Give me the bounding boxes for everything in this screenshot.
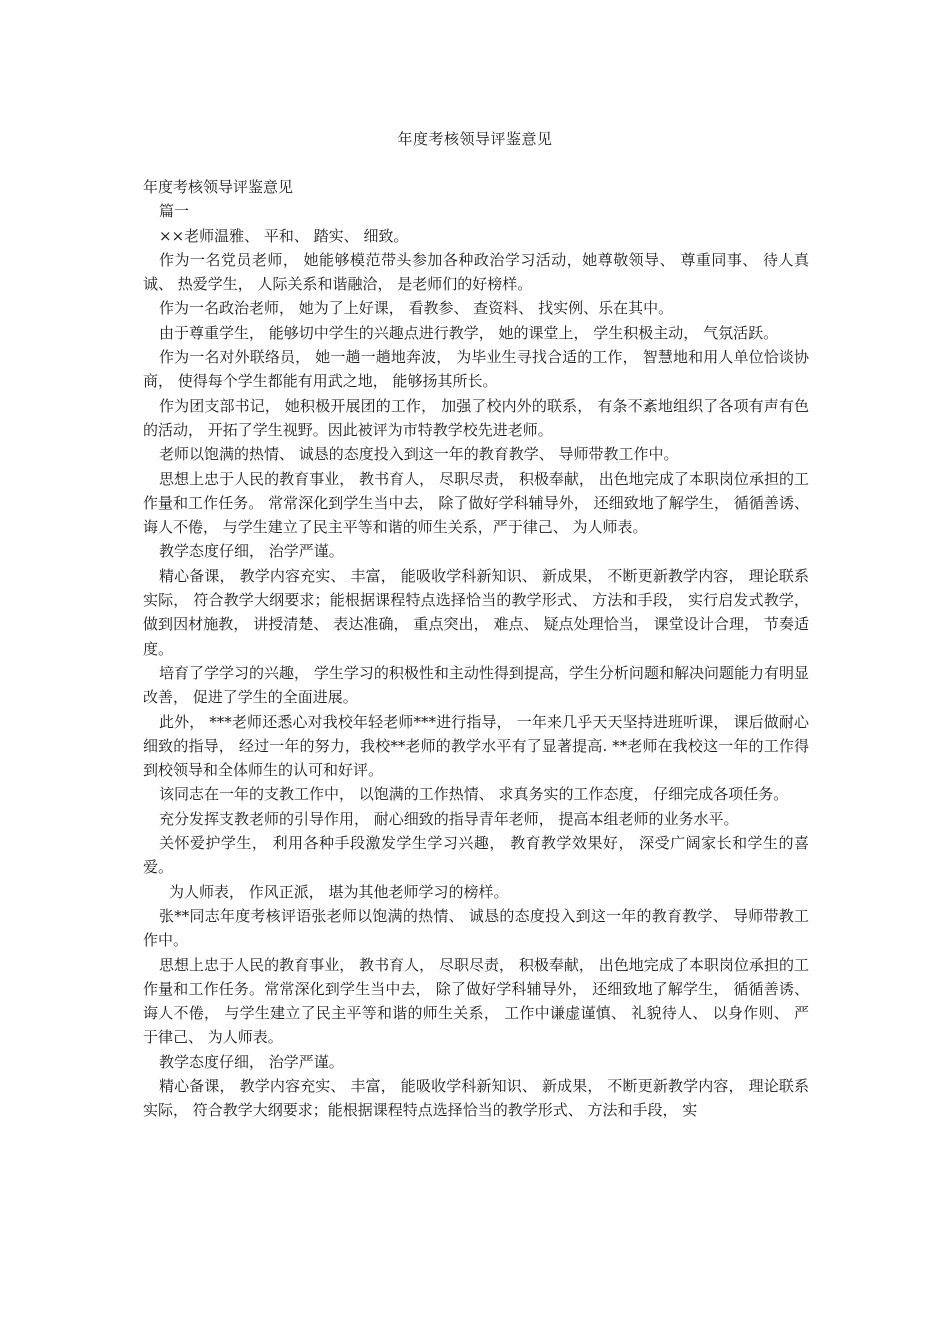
paragraph: 该同志在一年的支教工作中， 以饱满的工作热情、 求真务实的工作态度， 仔细完成各项任务。 [159, 785, 789, 804]
document-subtitle: 年度考核领导评鉴意见 [143, 178, 294, 196]
paragraph: 教学态度仔细， 治学严谨。 [159, 542, 344, 561]
paragraph: 思想上忠于人民的教育事业， 教书育人， 尽职尽责， 积极奉献， 出色地完成了本职岗位承担的工作量和工作任务。 常常深化到学生当中去， 除了做好学科辅导外， 还细致地了解学生， 循循善诱、 诲人不倦， 与学生建立了民主平等和谐的师生关系，严于律己、 为人师表。 [143, 469, 809, 537]
paragraph: 培育了学学习的兴趣， 学生学习的积极性和主动性得到提高，学生分析问题和解决问题能力有明显改善， 促进了学生的全面进展。 [143, 663, 809, 707]
paragraph: 作为一名对外联络员， 她一趟一趟地奔波， 为毕业生寻找合适的工作， 智慧地和用人单位恰谈协商， 使得每个学生都能有用武之地， 能够扬其所长。 [143, 348, 809, 391]
paragraph: 充分发挥支教老师的引导作用， 耐心细致的指导青年老师， 提高本组老师的业务水平。 [159, 809, 739, 828]
paragraph: 老师以饱满的热情、 诚恳的态度投入到这一年的教育教学、 导师带教工作中。 [159, 445, 679, 464]
paragraph: 关怀爱护学生， 利用各种手段激发学生学习兴趣， 教育教学效果好， 深受广阔家长和学生的喜爱。 [143, 834, 809, 877]
paragraph: 篇一 [159, 202, 190, 221]
paragraph: 作为一名党员老师， 她能够模范带头参加各种政治学习活动，她尊敬领导、 尊重同事、 待人真诚、 热爱学生， 人际关系和谐融洽， 是老师们的好榜样。 [143, 250, 809, 294]
document-body [143, 175, 809, 1123]
paragraph: 精心备课， 教学内容充实、 丰富， 能吸收学科新知识、 新成果， 不断更新教学内容， 理论联系实际， 符合教学大纲要求；能根据课程特点选择恰当的教学形式、 方法和手段， 实 [143, 1076, 809, 1120]
paragraph: 思想上忠于人民的教育事业， 教书育人， 尽职尽责， 积极奉献， 出色地完成了本职岗位承担的工作量和工作任务。常常深化到学生当中去， 除了做好学科辅导外， 还细致地了解学生， 循循善诱、 诲人不倦， 与学生建立了民主平等和谐的师生关系， 工作中谦虚谨慎、 礼貌待人、 以身作则、 严于律己、 为人师表。 [143, 955, 809, 1047]
paragraph: 此外， ***老师还悉心对我校年轻老师***进行指导， 一年来几乎天天坚持进班听课， 课后做耐心细致的指导， 经过一年的努力，我校**老师的教学水平有了显著提高. **老师在我校这一年的工作得到校领导和全体师生的认可和好评。 [143, 712, 809, 780]
paragraph: 精心备课， 教学内容充实、 丰富， 能吸收学科新知识、 新成果， 不断更新教学内容， 理论联系实际， 符合教学大纲要求；能根据课程特点选择恰当的教学形式、 方法和手段， 实行启发式教学， 做到因材施教， 讲授清楚、 表达准确， 重点突出， 难点、 疑点处理恰当， 课堂设计合理， 节奏适度。 [143, 566, 809, 658]
paragraph: 张**同志年度考核评语张老师以饱满的热情、 诚恳的态度投入到这一年的教育教学、 导师带教工作中。 [143, 906, 809, 950]
paragraph: 作为一名政治老师， 她为了上好课， 看教参、 查资料、 找实例、乐在其中。 [159, 299, 674, 318]
paragraph: ××老师温雅、 平和、 踏实、 细致。 [159, 226, 409, 245]
paragraph: 作为团支部书记， 她积极开展团的工作， 加强了校内外的联系， 有条不紊地组织了各项有声有色的活动， 开拓了学生视野。因此被评为市特教学校先进老师。 [143, 396, 809, 439]
paragraph: 为人师表， 作风正派， 堪为其他老师学习的榜样。 [169, 882, 509, 901]
paragraph: 教学态度仔细， 治学严谨。 [159, 1052, 344, 1071]
paragraph: 由于尊重学生， 能够切中学生的兴趣点进行教学， 她的课堂上， 学生积极主动， 气氛活跃。 [159, 323, 779, 342]
document-title: 年度考核领导评鉴意见 [397, 130, 553, 148]
